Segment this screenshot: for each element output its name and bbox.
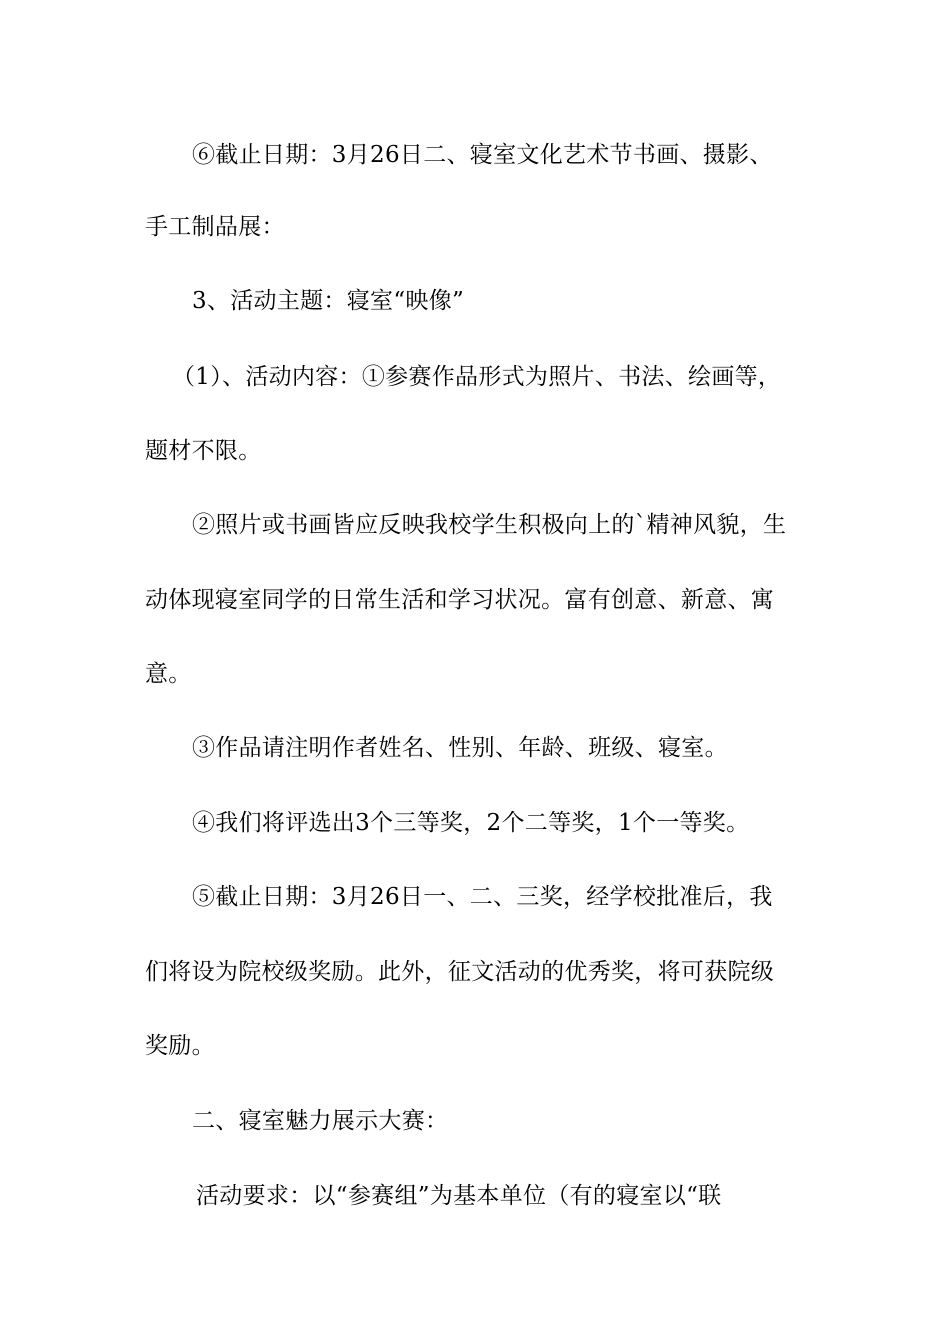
text-line-11: ⑤截止日期：3月26日一、二、三奖，经学校批准后，我: [192, 884, 773, 910]
text-line-4: （1）、活动内容：①参赛作品形式为照片、书法、绘画等，: [172, 364, 782, 390]
text-line-12: 们将设为院校级奖励。此外，征文活动的优秀奖，将可获院级: [145, 959, 775, 985]
text-line-8: 意。: [145, 661, 192, 687]
text-line-5: 题材不限。: [145, 438, 262, 464]
text-line-9: ③作品请注明作者姓名、性别、年龄、班级、寝室。: [192, 735, 728, 761]
text-line-3: 3、活动主题：寝室“映像”: [192, 288, 465, 314]
text-line-10: ④我们将评选出3个三等奖，2个二等奖，1个一等奖。: [192, 810, 750, 836]
text-line-7: 动体现寝室同学的日常生活和学习状况。富有创意、新意、寓: [145, 587, 775, 613]
text-line-1: ⑥截止日期：3月26日二、寝室文化艺术节书画、摄影、: [192, 142, 773, 168]
text-line-6: ②照片或书画皆应反映我校学生积极向上的`精神风貌，生: [192, 512, 787, 538]
text-line-13: 奖励。: [145, 1033, 215, 1059]
text-line-14: 二、寝室魅力展示大赛：: [192, 1108, 449, 1134]
text-line-2: 手工制品展：: [145, 214, 285, 240]
text-line-15: 活动要求：以“参赛组”为基本单位（有的寝室以“联: [196, 1183, 722, 1209]
